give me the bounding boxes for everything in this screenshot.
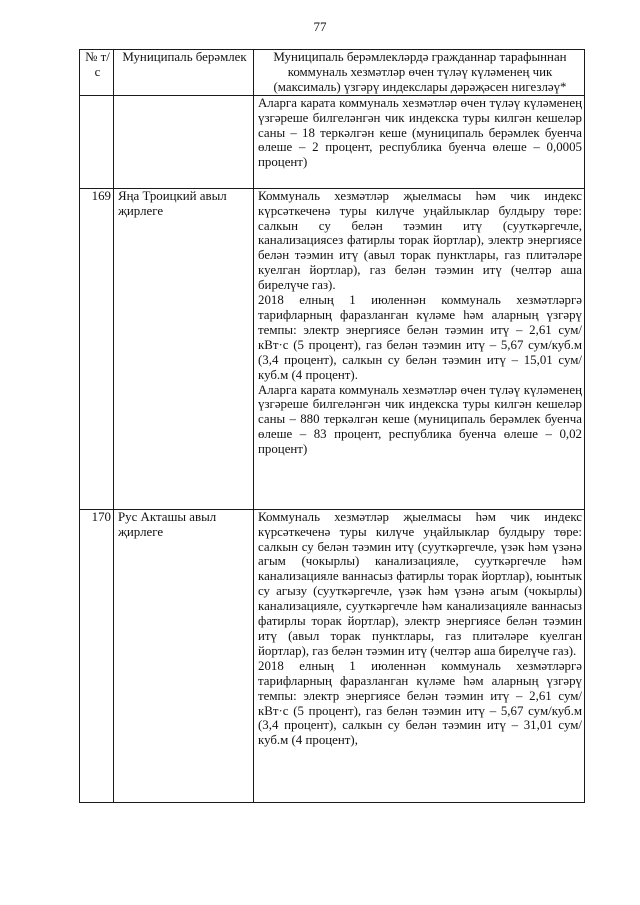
description-paragraph: Коммуналь хезмәтләр җыелмасы һәм чик индекс күрсәткеченә туры килүче уңайлыклар булдыру төре: салкын су белән тәэмин итү (сууткәргечле, канализациясез фатирлы торак йортлар), электр энергиясе белән тәэмин итү (авыл торак пунктлары, газ плитәләре куелган йортлар), газ белән тәэмин итү (челтәр аша бирелүче газ). [258,188,582,293]
row-description [254,188,585,509]
description-paragraph: 2018 елның 1 июленнән коммуналь хезмәтләргә тарифларның фаразланган күләме һәм аларның үзгәрү темпы: электр энергиясе белән тәэмин итү – 2,61 сум/кВт·с (5 процент), газ белән тәэмин итү – 5,67 сум/куб.м (3,4 процент), салкын су белән тәэмин итү – 31,01 сум/куб.м (4 процент), [258,658,582,748]
table-row [80,95,585,188]
table-row [80,509,585,802]
row-description [254,95,585,188]
description-paragraph: 2018 елның 1 июленнән коммуналь хезмәтләргә тарифларның фаразланган күләме һәм аларның үзгәрү темпы: электр энергиясе белән тәэмин итү – 2,61 сум/кВт·с (5 процент), газ белән тәэмин итү – 5,67 сум/куб.м (3,4 процент), салкын су белән тәэмин итү – 15,01 сум/куб.м (4 процент). [258,293,582,382]
description-paragraph: Коммуналь хезмәтләр җыелмасы һәм чик индекс күрсәткеченә туры килүче уңайлыклар булдыру төре: салкын су белән тәэмин итү (сууткәргечле, үзәк һәм үзәнә агым (чокырлы) канализацияле, сууткәргечле һәм канализацияле ваннасыз фатирлы торак йортлар), юынтык су агызу (сууткәргечле, үзәк һәм үзәнә агым (чокырлы) канализацияле, сууткәргечле һәм канализацияле ваннасыз фатирлы торак йортлар), электр энергиясе белән тәэмин итү (авыл торак пунктлары, газ плитәләре куелган йортлар), газ белән тәэмин итү (челтәр аша бирелүче газ). [258,509,582,658]
row-municipality: Рус Акташы авыл җирлеге [114,509,254,802]
header-description: Муниципаль берәмлекләрдә гражданнар тарафыннан коммуналь хезмәтләр өчен түләү күләменең чик (максималь) үзгәрү индекслары дәрәҗәсен нигезләү* [254,50,585,96]
row-municipality [114,95,254,188]
page-number: 77 [313,19,327,34]
row-description [254,509,585,802]
row-number [80,95,114,188]
tariff-index-table [79,49,585,803]
description-paragraph: Аларга карата коммуналь хезмәтләр өчен түләү күләменең үзгәреше билгеләнгән чик индекска туры килгән кешеләр саны – 18 теркәлгән кеше (муниципаль берәмлек буенча өлеше – 2 процент, республика буенча өлеше – 0,0005 процент) [258,95,582,170]
table-row [80,188,585,509]
header-number: № т/с [80,50,114,96]
description-paragraph: Аларга карата коммуналь хезмәтләр өчен түләү күләменең үзгәреше билгеләнгән чик индекска туры килгән кешеләр саны – 880 теркәлгән кеше (муниципаль берәмлек буенча өлеше – 83 процент, республика буенча өлеше – 0,02 процент) [258,382,582,457]
row-number: 169 [80,188,114,509]
table-header-row [80,50,585,96]
row-number: 170 [80,509,114,802]
header-municipality: Муниципаль берәмлек [114,50,254,96]
row-municipality: Яңа Троицкий авыл җирлеге [114,188,254,509]
